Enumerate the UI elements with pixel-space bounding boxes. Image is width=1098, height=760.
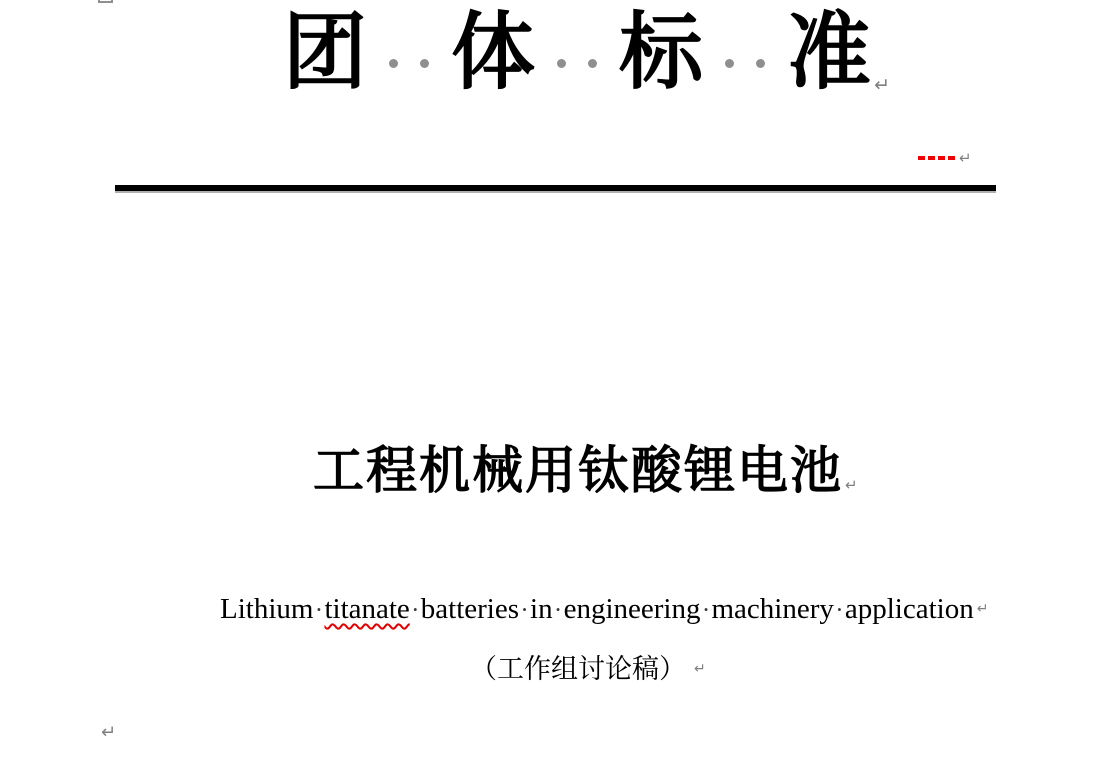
- paragraph-mark-icon: ↵: [959, 149, 972, 167]
- paragraph-mark-icon: ↵: [694, 661, 706, 677]
- tracked-change-dashes: [918, 150, 972, 166]
- space-markers: [367, 59, 451, 68]
- subtitle-word: engineering: [563, 593, 701, 625]
- space-dot-icon: ·: [701, 597, 711, 624]
- subtitle-word-misspelled: titanate: [324, 593, 410, 625]
- red-dash-icon: [918, 156, 925, 160]
- document-title: 工程机械用钛酸锂电池: [313, 442, 844, 499]
- draft-note-row: [470, 651, 706, 694]
- subtitle-word: application: [844, 593, 974, 625]
- space-dot-icon: ·: [835, 597, 844, 624]
- draft-note: （工作组讨论稿）: [470, 654, 686, 684]
- space-dot-icon: [557, 59, 566, 68]
- subtitle-word: machinery: [711, 593, 834, 625]
- header-char: 准: [787, 5, 872, 99]
- space-markers: [703, 59, 787, 68]
- header-rule: [115, 185, 996, 191]
- document-title-row: [313, 441, 858, 501]
- text-boundary-corner-icon: [98, 0, 113, 3]
- space-dot-icon: [725, 59, 734, 68]
- header-char: 标: [619, 5, 704, 99]
- standard-header-title: [283, 2, 890, 102]
- red-dash-icon: [948, 156, 955, 160]
- header-char: 体: [451, 5, 536, 99]
- space-markers: [535, 59, 619, 68]
- paragraph-mark-icon: ↵: [845, 476, 858, 494]
- paragraph-mark-icon: ↵: [874, 74, 890, 96]
- space-dot-icon: [420, 59, 429, 68]
- subtitle-word: Lithium: [220, 593, 314, 625]
- paragraph-mark-icon: ↵: [101, 722, 117, 743]
- space-dot-icon: ·: [411, 597, 420, 624]
- subtitle-word: batteries: [420, 593, 520, 625]
- space-dot-icon: ·: [520, 597, 529, 624]
- space-dot-icon: [389, 59, 398, 68]
- subtitle-word: in: [530, 593, 553, 625]
- space-dot-icon: ·: [553, 597, 563, 624]
- header-char: 团: [283, 5, 368, 99]
- paragraph-mark-icon: ↵: [976, 601, 989, 617]
- space-dot-icon: [756, 59, 765, 68]
- red-dash-icon: [928, 156, 935, 160]
- red-dash-icon: [938, 156, 945, 160]
- space-dot-icon: [588, 59, 597, 68]
- space-dot-icon: ·: [314, 597, 324, 624]
- english-subtitle: [220, 590, 988, 636]
